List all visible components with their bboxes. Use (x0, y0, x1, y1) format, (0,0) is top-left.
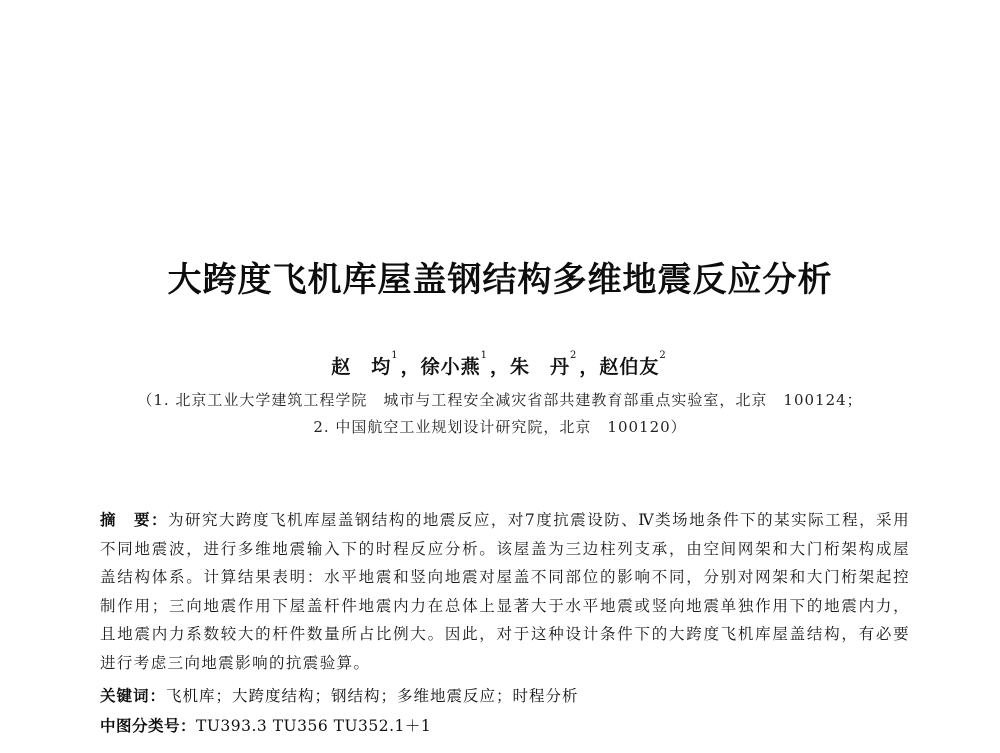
author-affil-mark: 2 (570, 350, 578, 361)
author-name: 徐小燕 (420, 356, 481, 378)
author-separator: ， (489, 356, 510, 378)
keywords-label: 关键词： (100, 687, 167, 705)
abstract-label: 摘 要： (100, 511, 168, 529)
paper-title: 大跨度飞机库屋盖钢结构多维地震反应分析 (167, 260, 833, 300)
author-separator: ， (579, 356, 600, 378)
abstract-text: 为研究大跨度飞机库屋盖钢结构的地震反应，对7度抗震设防、Ⅳ类场地条件下的某实际工程，采用不同地震波，进行多维地震输入下的时程反应分析。该屋盖为三边柱列支承，由空间网架和大门桁架构成屋盖结构体系。计算结果表明：水平地震和竖向地震对屋盖不同部位的影响不同，分别对网架和大门桁架起控制作用；三向地震作用下屋盖杆件地震内力在总体上显著大于水平地震或竖向地震单独作用下的地震内力，且地震内力系数较大的杆件数量所占比例大。因此，对于这种设计条件下的大跨度飞机库屋盖结构，有必要进行考虑三向地震影响的抗震验算。 (100, 511, 910, 672)
affiliation-2: 2. 中国航空工业规划设计研究院，北京 100120） (313, 418, 687, 436)
author-affil-mark: 1 (391, 350, 399, 361)
author-affil-mark: 2 (659, 350, 667, 361)
author-name: 赵 均 (331, 356, 392, 378)
author-affil-mark: 1 (480, 350, 488, 361)
author-name: 赵伯友 (599, 356, 660, 378)
keywords-block (100, 684, 920, 706)
classification-label: 中图分类号： (100, 717, 197, 735)
author-separator: ， (400, 356, 421, 378)
keywords-text: 飞机库；大跨度结构；钢结构；多维地震反应；时程分析 (166, 687, 579, 705)
abstract-block (100, 506, 910, 677)
author-name: 朱 丹 (510, 356, 571, 378)
classification-block (100, 714, 920, 736)
classification-text: TU393.3 TU356 TU352.1＋1 (196, 717, 432, 735)
affiliation-1: （1. 北京工业大学建筑工程学院 城市与工程安全减灾省部共建教育部重点实验室，北京 100124； (137, 391, 863, 409)
author-line (0, 352, 1000, 379)
